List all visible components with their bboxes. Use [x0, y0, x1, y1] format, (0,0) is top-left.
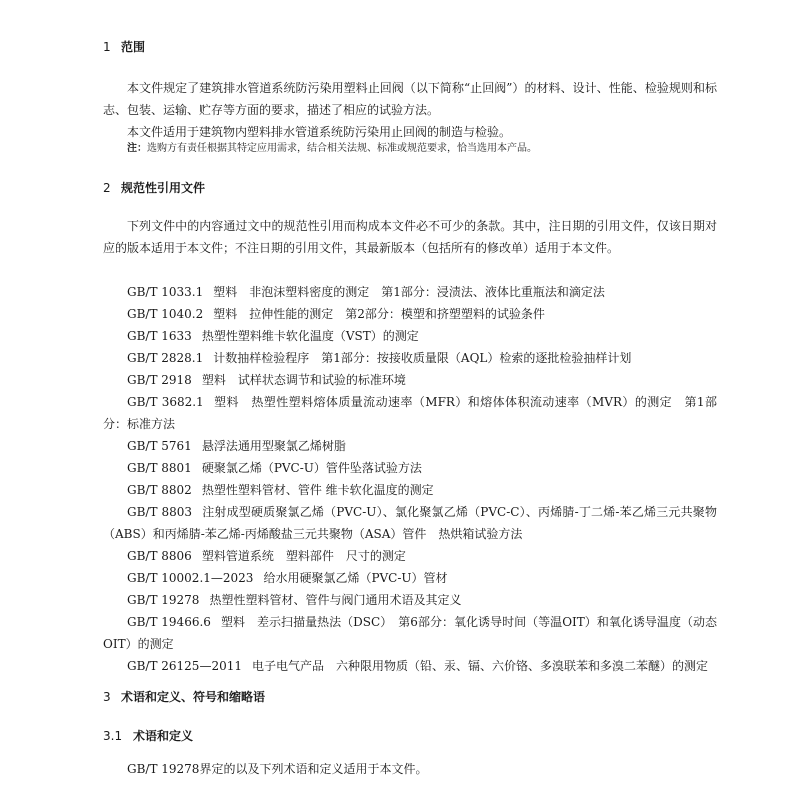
- reference-title: 塑料 试样状态调节和试验的标准环境: [201, 373, 406, 387]
- reference-title: 注射成型硬质聚氯乙烯（PVC-U）、氯化聚氯乙烯（PVC-C）、丙烯腈-丁二烯-苯乙烯三元共聚物（ABS）和丙烯腈-苯乙烯-丙烯酸盐三元共聚物（ASA）管件 热烘箱试验方法: [103, 505, 717, 541]
- reference-code: GB/T 8801: [127, 461, 192, 475]
- section-number: 3.1: [103, 729, 123, 743]
- note-text: 选购方有责任根据其特定应用需求，结合相关法规、标准或规范要求，恰当选用本产品。: [147, 143, 537, 154]
- reference-item: [103, 589, 717, 611]
- reference-title: 硬聚氯乙烯（PVC-U）管件坠落试验方法: [201, 461, 422, 475]
- section-number: 3: [103, 690, 111, 704]
- reference-title: 给水用硬聚氯乙烯（PVC-U）管材: [263, 571, 448, 585]
- scope-paragraph-2: 本文件适用于建筑物内塑料排水管道系统防污染用止回阀的制造与检验。: [127, 125, 512, 139]
- section-number: 2: [103, 181, 111, 195]
- reference-code: GB/T 8806: [127, 549, 192, 563]
- section-1-heading: [103, 40, 145, 54]
- section-title: 术语和定义: [133, 729, 194, 743]
- section-title: 范围: [121, 40, 146, 54]
- reference-item: [103, 457, 717, 479]
- reference-title: 悬浮法通用型聚氯乙烯树脂: [201, 439, 346, 453]
- reference-code: GB/T 19466.6: [127, 615, 211, 629]
- reference-item: [103, 479, 717, 501]
- reference-list: [103, 281, 717, 677]
- reference-item: [103, 567, 717, 589]
- section-number: 1: [103, 40, 111, 54]
- reference-title: 塑料 非泡沫塑料密度的测定 第1部分：浸渍法、液体比重瓶法和滴定法: [213, 285, 605, 299]
- reference-code: GB/T 1033.1: [127, 285, 204, 299]
- reference-code: GB/T 10002.1—2023: [127, 571, 254, 585]
- reference-code: GB/T 26125—2011: [127, 659, 242, 673]
- reference-item: [103, 545, 717, 567]
- reference-title: 塑料 热塑性塑料熔体质量流动速率（MFR）和熔体体积流动速率（MVR）的测定 第1部分：标准方法: [103, 395, 717, 431]
- reference-code: GB/T 2828.1: [127, 351, 204, 365]
- reference-item: [103, 325, 717, 347]
- reference-item: [103, 391, 717, 435]
- reference-code: GB/T 8802: [127, 483, 192, 497]
- note-label: 注：: [127, 143, 147, 154]
- references-intro: 下列文件中的内容通过文中的规范性引用而构成本文件必不可少的条款。其中，注日期的引用文件，仅该日期对应的版本适用于本文件；不注日期的引用文件，其最新版本（包括所有的修改单）适用于本文件。: [103, 219, 717, 255]
- reference-code: GB/T 5761: [127, 439, 192, 453]
- reference-title: 计数抽样检验程序 第1部分：按接收质量限（AQL）检索的逐批检验抽样计划: [213, 351, 632, 365]
- section-title: 规范性引用文件: [121, 181, 206, 195]
- reference-title: 塑料 差示扫描量热法（DSC） 第6部分：氧化诱导时间（等温OIT）和氧化诱导温度（动态OIT）的测定: [103, 615, 718, 651]
- reference-code: GB/T 1040.2: [127, 307, 204, 321]
- reference-item: [103, 435, 717, 457]
- reference-code: GB/T 8803: [127, 505, 192, 519]
- reference-code: GB/T 1633: [127, 329, 192, 343]
- reference-item: [103, 655, 717, 677]
- reference-title: 塑料 拉伸性能的测定 第2部分：模塑和挤塑塑料的试验条件: [213, 307, 545, 321]
- scope-note: [127, 142, 717, 156]
- reference-item: [103, 281, 717, 303]
- section-3-1-heading: [103, 729, 193, 743]
- reference-title: 热塑性塑料管材、管件与阀门通用术语及其定义: [209, 593, 462, 607]
- reference-code: GB/T 19278: [127, 593, 200, 607]
- reference-item: [103, 369, 717, 391]
- reference-title: 热塑性塑料管材、管件 维卡软化温度的测定: [201, 483, 434, 497]
- section-2-heading: [103, 181, 205, 195]
- reference-title: 塑料管道系统 塑料部件 尺寸的测定: [201, 549, 406, 563]
- reference-item: [103, 303, 717, 325]
- section-title: 术语和定义、符号和缩略语: [121, 690, 266, 704]
- reference-code: GB/T 2918: [127, 373, 192, 387]
- terms-intro-paragraph: GB/T 19278界定的以及下列术语和定义适用于本文件。: [127, 762, 428, 776]
- reference-title: 电子电气产品 六种限用物质（铅、汞、镉、六价铬、多溴联苯和多溴二苯醚）的测定: [251, 659, 708, 673]
- section-3-heading: [103, 690, 265, 704]
- reference-item: [103, 347, 717, 369]
- reference-code: GB/T 3682.1: [127, 395, 204, 409]
- reference-item: [103, 501, 717, 545]
- scope-paragraph-1: 本文件规定了建筑排水管道系统防污染用塑料止回阀（以下简称“止回阀”）的材料、设计、性能、检验规则和标志、包装、运输、贮存等方面的要求，描述了相应的试验方法。: [103, 81, 717, 117]
- reference-title: 热塑性塑料维卡软化温度（VST）的测定: [201, 329, 419, 343]
- reference-item: [103, 611, 717, 655]
